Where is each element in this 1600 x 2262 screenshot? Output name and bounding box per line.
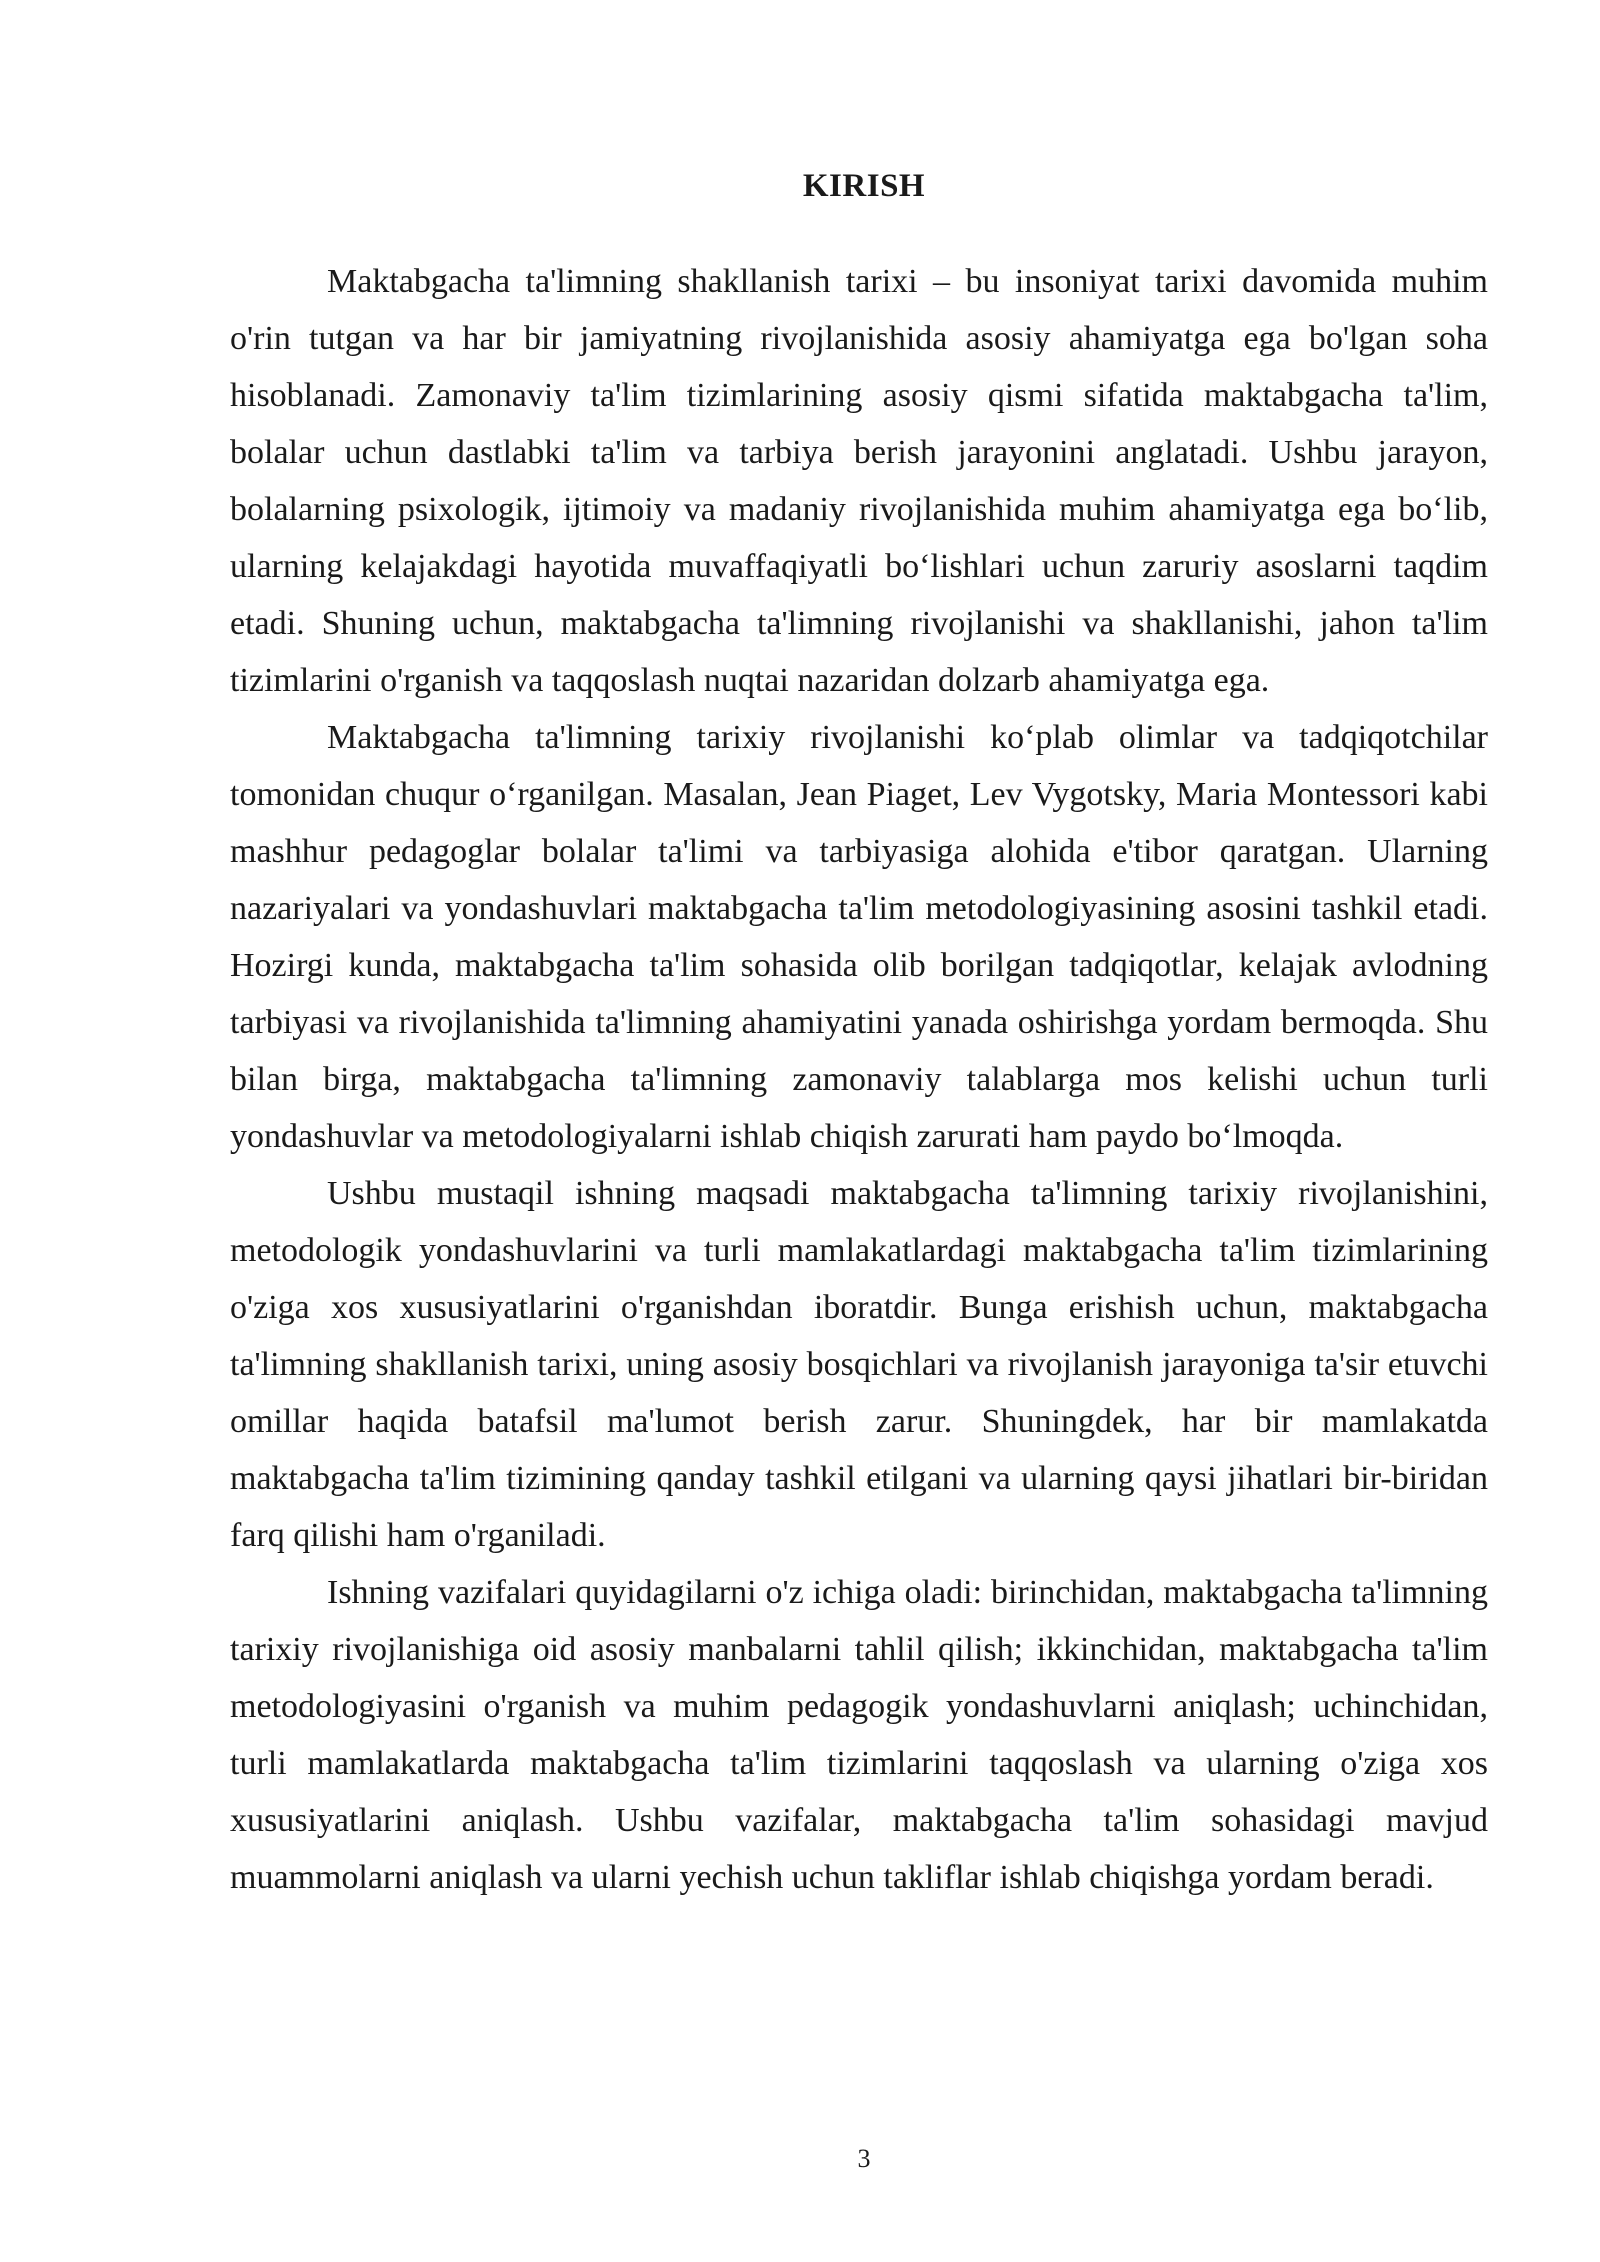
paragraph-intro: Maktabgacha ta'limning shakllanish tarixi – bu insoniyat tarixi davomida muhim o'rin tutgan va har bir jamiyatning rivojlanishida asosiy ahamiyatga ega bo'lgan soha hisoblanadi. Zamonaviy ta'lim tizimlarining asosiy qismi sifatida maktabgacha ta'lim, bolalar uchun dastlabki ta'lim va tarbiya berish jarayonini anglatadi. Ushbu jarayon, bolalarning psixologik, ijtimoiy va madaniy rivojlanishida muhim ahamiyatga ega bo‘lib, ularning kelajakdagi hayotida muvaffaqiyatli bo‘lishlari uchun zaruriy asoslarni taqdim etadi. Shuning uchun, maktabgacha ta'limning rivojlanishi va shakllanishi, jahon ta'lim tizimlarini o'rganish va taqqoslash nuqtai nazaridan dolzarb ahamiyatga ega. — [230, 263, 1488, 699]
paragraph-aim: Ushbu mustaqil ishning maqsadi maktabgacha ta'limning tarixiy rivojlanishini, metodologik yondashuvlarini va turli mamlakatlardagi maktabgacha ta'lim tizimlarining o'ziga xos xususiyatlarini o'rganishdan iboratdir. Bunga erishish uchun, maktabgacha ta'limning shakllanish tarixi, uning asosiy bosqichlari va rivojlanish jarayoniga ta'sir etuvchi omillar haqida batafsil ma'lumot berish zarur. Shuningdek, har bir mamlakatda maktabgacha ta'lim tizimining qanday tashkil etilgani va ularning qaysi jihatlari bir-biridan farq qilishi ham o'rganiladi. — [230, 1175, 1488, 1554]
paragraph-tasks: Ishning vazifalari quyidagilarni o'z ichiga oladi: birinchidan, maktabgacha ta'limning tarixiy rivojlanishiga oid asosiy manbalarni tahlil qilish; ikkinchidan, maktabgacha ta'lim metodologiyasini o'rganish va muhim pedagogik yondashuvlarni aniqlash; uchinchidan, turli mamlakatlarda maktabgacha ta'lim tizimlarini taqqoslash va ularning o'ziga xos xususiyatlarini aniqlash. Ushbu vazifalar, maktabgacha ta'lim sohasidagi mavjud muammolarni aniqlash va ularni yechish uchun takliflar ishlab chiqishga yordam beradi. — [230, 1574, 1488, 1896]
page-number: 3 — [857, 2144, 871, 2173]
body-text — [230, 253, 1488, 1906]
paragraph-history: Maktabgacha ta'limning tarixiy rivojlanishi ko‘plab olimlar va tadqiqotchilar tomonidan chuqur o‘rganilgan. Masalan, Jean Piaget, Lev Vygotsky, Maria Montessori kabi mashhur pedagoglar bolalar ta'limi va tarbiyasiga alohida e'tibor qaratgan. Ularning nazariyalari va yondashuvlari maktabgacha ta'lim metodologiyasining asosini tashkil etadi. Hozirgi kunda, maktabgacha ta'lim sohasida olib borilgan tadqiqotlar, kelajak avlodning tarbiyasi va rivojlanishida ta'limning ahamiyatini yanada oshirishga yordam bermoqda. Shu bilan birga, maktabgacha ta'limning zamonaviy talablarga mos kelishi uchun turli yondashuvlar va metodologiyalarni ishlab chiqish zarurati ham paydo bo‘lmoqda. — [230, 719, 1488, 1155]
section-title: KIRISH — [802, 168, 926, 204]
